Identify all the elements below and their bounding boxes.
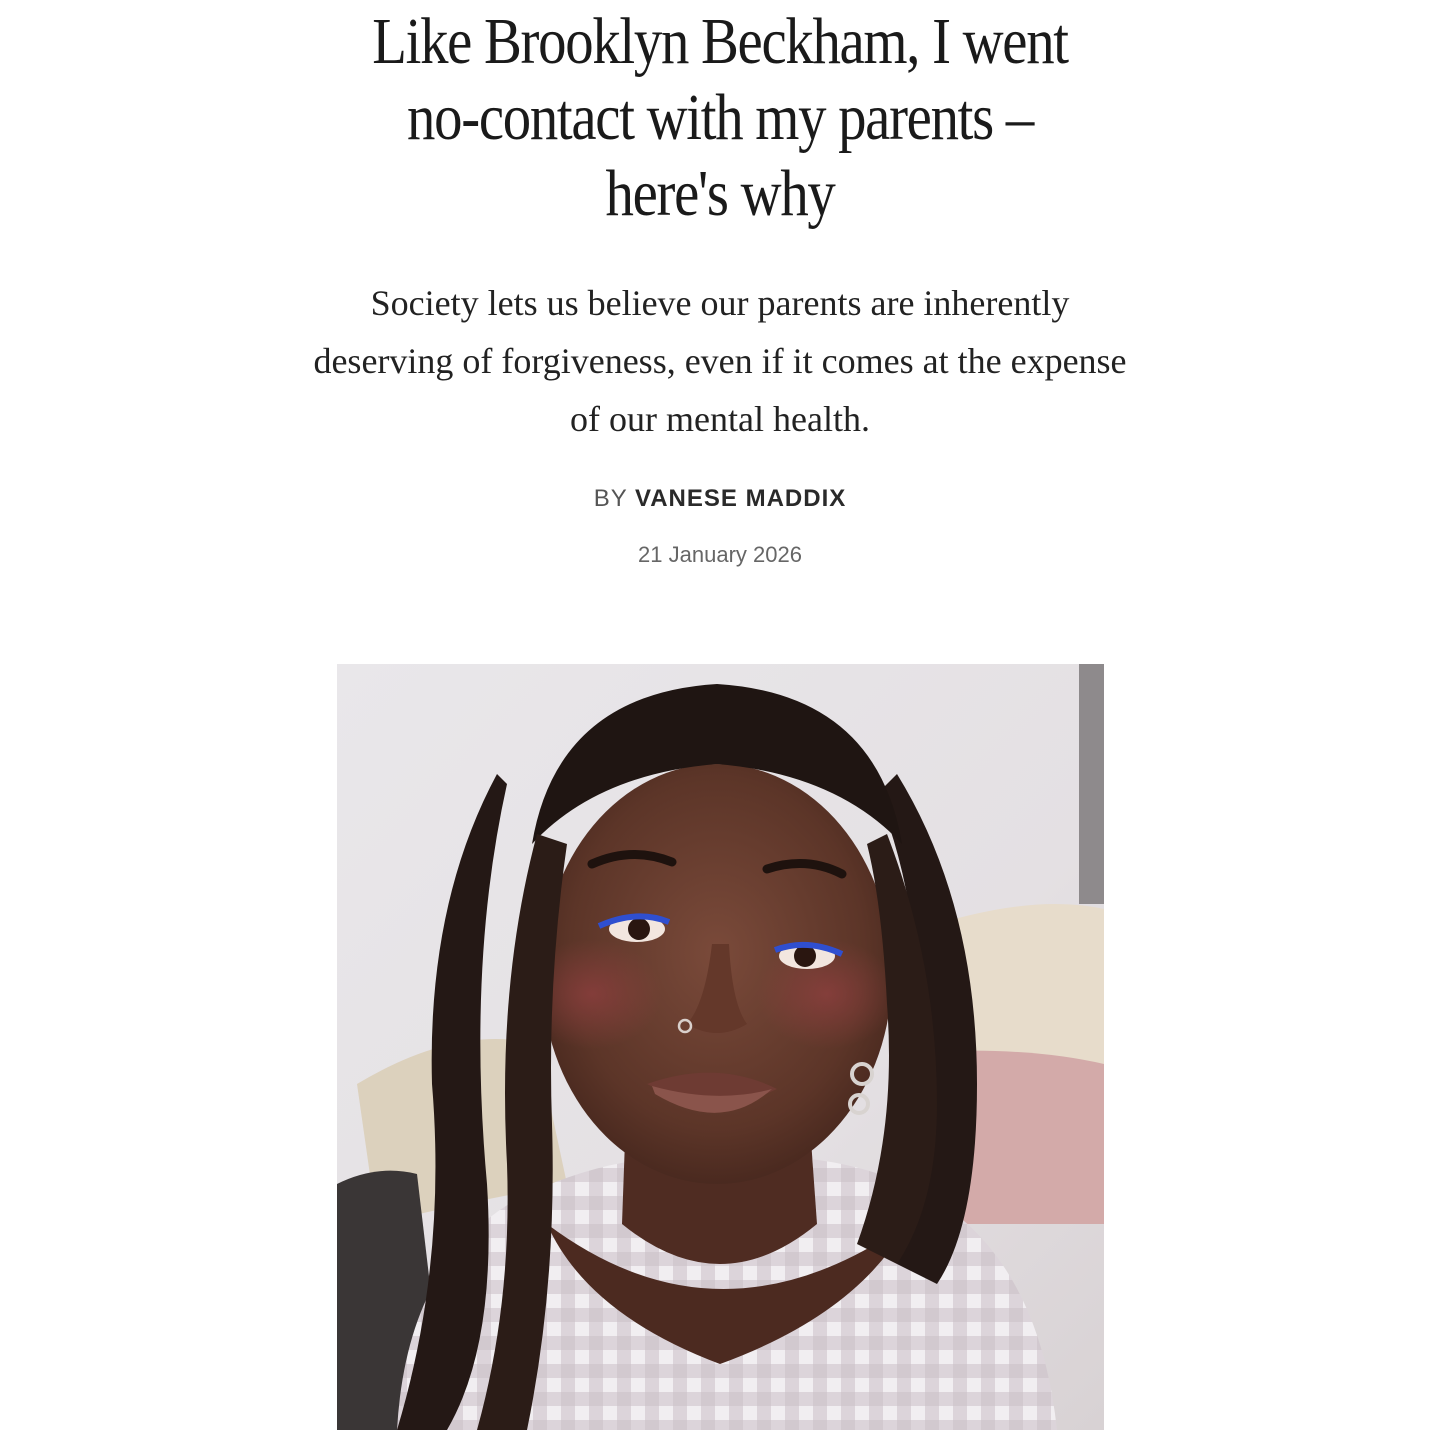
publish-date: 21 January 2026 bbox=[638, 542, 802, 567]
hero-image bbox=[337, 664, 1104, 1430]
article-standfirst: Society lets us believe our parents are inherently deserving of forgiveness, even if it comes at the expense of our mental health. bbox=[313, 283, 1127, 439]
article-headline: Like Brooklyn Beckham, I went no-contact with my parents – here's why bbox=[372, 5, 1068, 230]
article-header bbox=[0, 0, 1440, 232]
portrait-photo-icon bbox=[337, 664, 1104, 1430]
byline-prefix: BY bbox=[593, 485, 635, 512]
byline bbox=[0, 484, 1440, 514]
author-link[interactable]: VANESE MADDIX bbox=[635, 485, 847, 512]
